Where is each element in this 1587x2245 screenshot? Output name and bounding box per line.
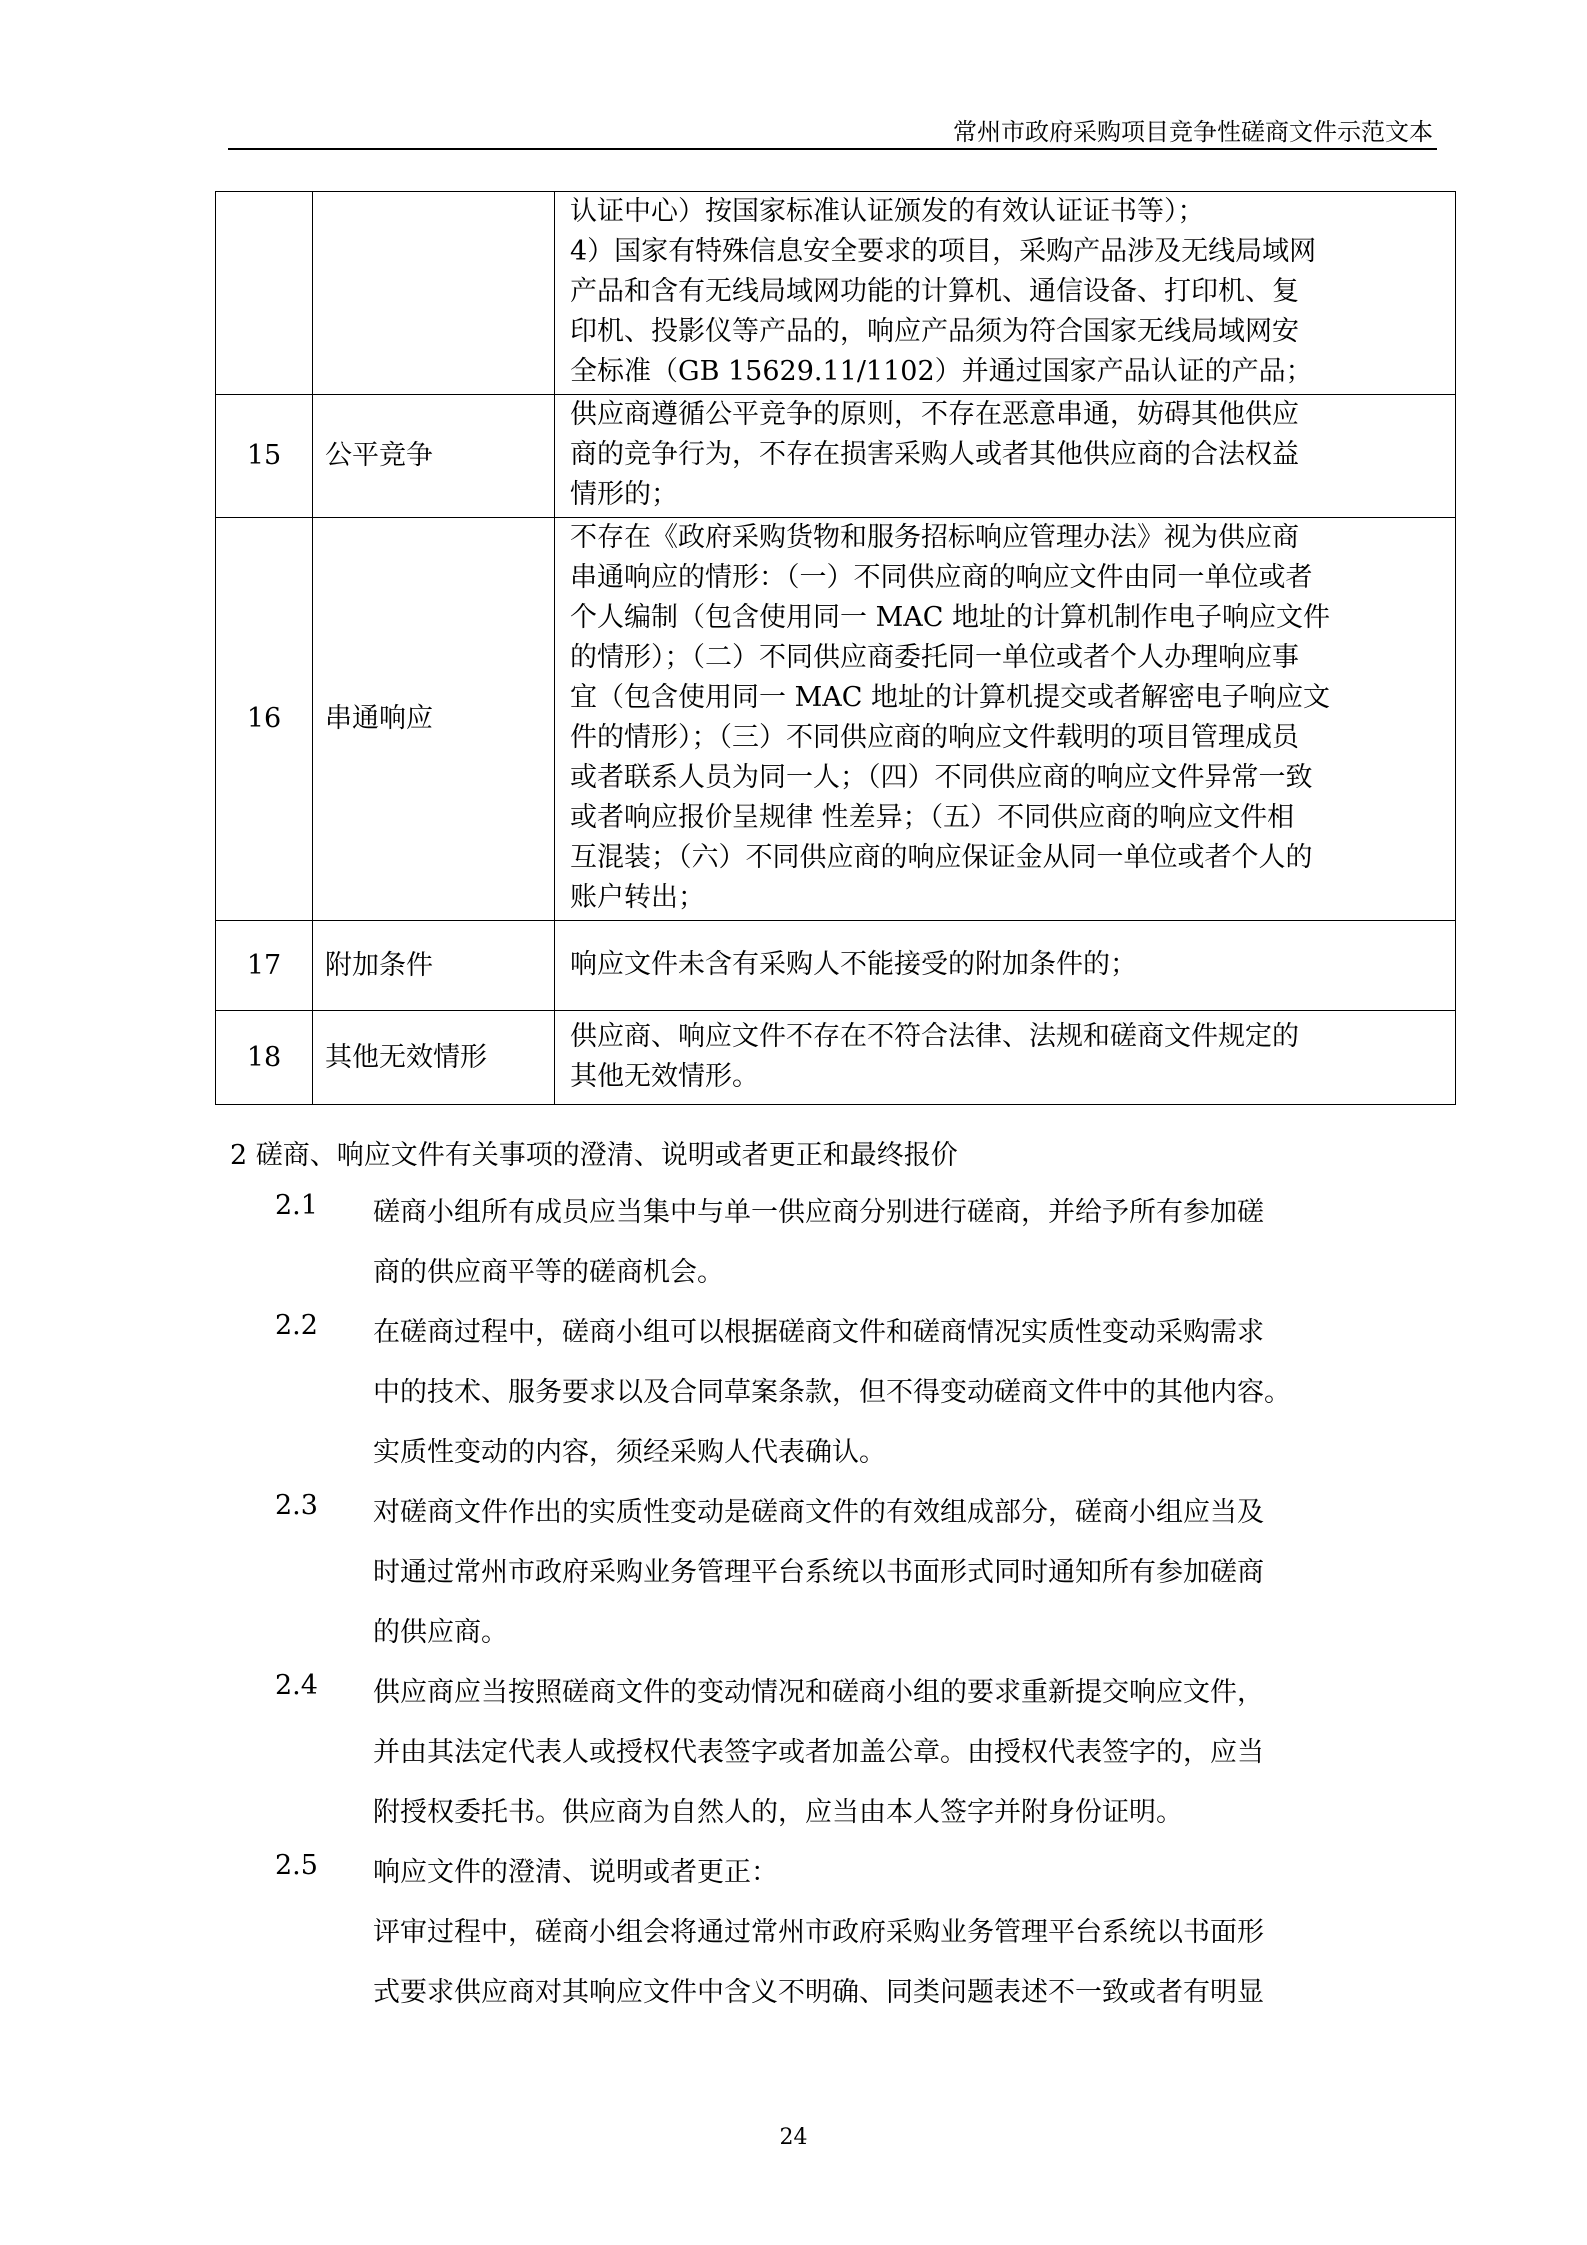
content-line: 或者响应报价呈规律 性差异；（五）不同供应商的响应文件相 <box>570 802 1295 833</box>
paragraph-number: 2.3 <box>275 1490 318 1521</box>
page-number: 24 <box>779 2125 808 2150</box>
header-title: 常州市政府采购项目竞争性磋商文件示范文本 <box>953 118 1433 146</box>
row-number: 15 <box>216 395 313 518</box>
content-line: 供应商、响应文件不存在不符合法律、法规和磋商文件规定的 <box>570 1020 1299 1052</box>
content-line: 账户转出； <box>570 882 705 913</box>
content-line: 产品和含有无线局域网功能的计算机、通信设备、打印机、复 <box>570 276 1299 307</box>
row-content <box>555 921 1456 1011</box>
table-row <box>216 395 1456 518</box>
content-line: 不存在《政府采购货物和服务招标响应管理办法》视为供应商 <box>570 522 1299 553</box>
content-line: 认证中心）按国家标准认证颁发的有效认证证书等）； <box>570 196 1205 227</box>
row-content <box>555 1011 1456 1105</box>
table-row <box>216 1011 1456 1105</box>
paragraph-line: 实质性变动的内容，须经采购人代表确认。 <box>373 1437 886 1468</box>
content-line: 其他无效情形。 <box>570 1060 759 1092</box>
row-item <box>313 192 555 395</box>
content-line: 4）国家有特殊信息安全要求的项目，采购产品涉及无线局域网 <box>570 236 1317 267</box>
content-line: 件的情形）；（三）不同供应商的响应文件载明的项目管理成员 <box>570 722 1299 753</box>
row-number: 18 <box>216 1011 313 1105</box>
paragraph-line: 对磋商文件作出的实质性变动是磋商文件的有效组成部分，磋商小组应当及 <box>373 1497 1264 1528</box>
paragraph-line: 供应商应当按照磋商文件的变动情况和磋商小组的要求重新提交响应文件， <box>373 1677 1264 1708</box>
table-row <box>216 921 1456 1011</box>
content-line: 互混装；（六）不同供应商的响应保证金从同一单位或者个人的 <box>570 842 1313 873</box>
paragraph-line: 附授权委托书。供应商为自然人的，应当由本人签字并附身份证明。 <box>373 1797 1183 1828</box>
row-item: 串通响应 <box>313 518 555 921</box>
paragraph-line: 并由其法定代表人或授权代表签字或者加盖公章。由授权代表签字的，应当 <box>373 1737 1264 1768</box>
content-line: 供应商遵循公平竞争的原则，不存在恶意串通，妨碍其他供应 <box>570 399 1299 430</box>
row-content <box>555 395 1456 518</box>
row-item: 其他无效情形 <box>313 1011 555 1105</box>
row-content <box>555 518 1456 921</box>
section-2-heading: 2 磋商、响应文件有关事项的澄清、说明或者更正和最终报价 <box>230 1140 958 1171</box>
page-header <box>228 108 1437 150</box>
content-line: 个人编制（包含使用同一 MAC 地址的计算机制作电子响应文件 <box>570 602 1330 633</box>
paragraph-line: 评审过程中，磋商小组会将通过常州市政府采购业务管理平台系统以书面形 <box>373 1917 1264 1948</box>
paragraph-line: 在磋商过程中，磋商小组可以根据磋商文件和磋商情况实质性变动采购需求 <box>373 1317 1264 1348</box>
paragraph-number: 2.5 <box>275 1850 318 1881</box>
content-line: 印机、投影仪等产品的，响应产品须为符合国家无线局域网安 <box>570 316 1299 347</box>
paragraph-line: 响应文件的澄清、说明或者更正： <box>373 1857 778 1888</box>
row-number: 17 <box>216 921 313 1011</box>
row-item: 公平竞争 <box>313 395 555 518</box>
table-row <box>216 518 1456 921</box>
paragraph-line: 时通过常州市政府采购业务管理平台系统以书面形式同时通知所有参加磋商 <box>373 1557 1264 1588</box>
paragraph-number: 2.2 <box>275 1310 318 1341</box>
paragraph-number: 2.4 <box>275 1670 318 1701</box>
content-line: 全标准（GB 15629.11/1102）并通过国家产品认证的产品； <box>570 356 1313 387</box>
row-content <box>555 192 1456 395</box>
content-line: 商的竞争行为，不存在损害采购人或者其他供应商的合法权益 <box>570 439 1299 470</box>
row-number: 16 <box>216 518 313 921</box>
paragraph-line: 商的供应商平等的磋商机会。 <box>373 1257 724 1288</box>
table-row <box>216 192 1456 395</box>
paragraph-line: 磋商小组所有成员应当集中与单一供应商分别进行磋商，并给予所有参加磋 <box>373 1197 1264 1228</box>
paragraph-number: 2.1 <box>275 1190 318 1221</box>
content-line: 串通响应的情形：（一）不同供应商的响应文件由同一单位或者 <box>570 562 1313 593</box>
row-item: 附加条件 <box>313 921 555 1011</box>
content-line: 的情形）；（二）不同供应商委托同一单位或者个人办理响应事 <box>570 642 1299 673</box>
content-line: 或者联系人员为同一人；（四）不同供应商的响应文件异常一致 <box>570 762 1313 793</box>
paragraph-line: 的供应商。 <box>373 1617 508 1648</box>
content-line: 响应文件未含有采购人不能接受的附加条件的； <box>570 948 1137 980</box>
paragraph-line: 式要求供应商对其响应文件中含义不明确、同类问题表述不一致或者有明显 <box>373 1977 1264 2008</box>
requirements-table <box>215 191 1456 1105</box>
row-number <box>216 192 313 395</box>
content-line: 宜（包含使用同一 MAC 地址的计算机提交或者解密电子响应文 <box>570 682 1330 713</box>
content-line: 情形的； <box>570 479 678 510</box>
paragraph-line: 中的技术、服务要求以及合同草案条款，但不得变动磋商文件中的其他内容。 <box>373 1377 1291 1408</box>
